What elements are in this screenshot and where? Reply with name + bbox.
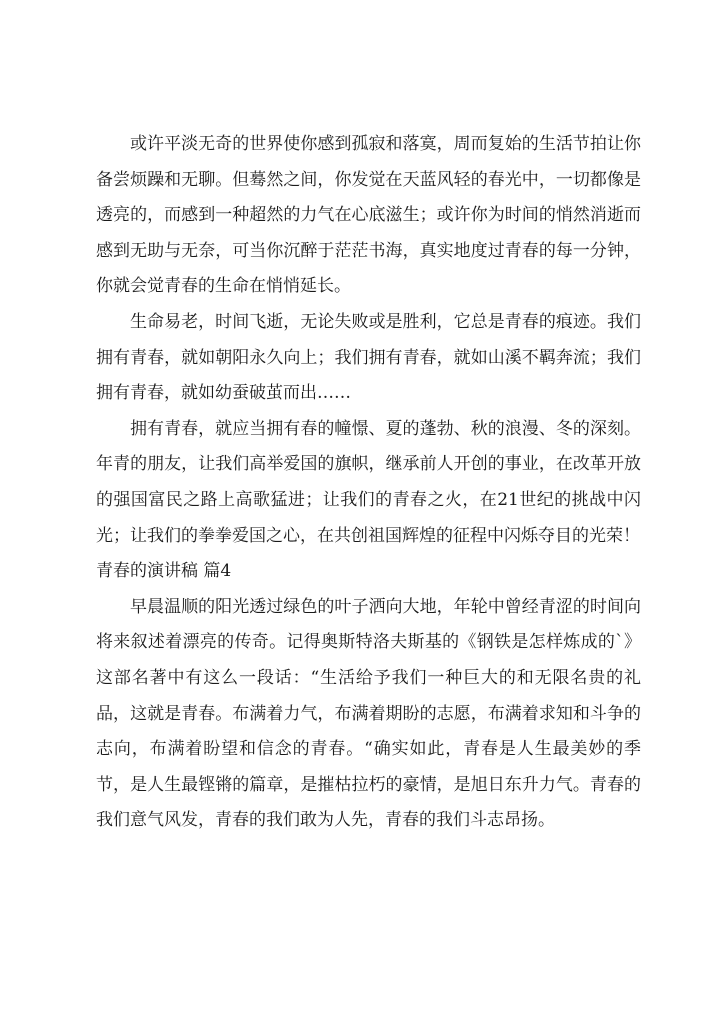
paragraph: 生命易老，时间飞逝，无论失败或是胜利，它总是青春的痕迹。我们拥有青春，就如朝阳永久向上；我们拥有青春，就如山溪不羁奔流；我们拥有青春，就如幼蚕破茧而出…… (96, 311, 641, 404)
paragraph: 拥有青春，就应当拥有春的幢憬、夏的蓬勃、秋的浪漫、冬的深刻。年青的朋友，让我们高举爱国的旗帜，继承前人开创的事业，在改革开放的强国富民之路上高歌猛进；让我们的青春之火，在21世纪的挑战中闪光；让我们的拳拳爱国之心，在共创祖国辉煌的征程中闪烁夺目的光荣！ (96, 418, 641, 546)
paragraph: 早晨温顺的阳光透过绿色的叶子洒向大地，年轮中曾经青涩的时间向将来叙述着漂亮的传奇。记得奥斯特洛夫斯基的《钢铁是怎样炼成的`》这部名著中有这么一段话：“生活给予我们一种巨大的和无限名贵的礼品，这就是青春。布满着力气，布满着期盼的志愿，布满着求知和斗争的志向，布满着盼望和信念的青春。“确实如此，青春是人生最美妙的季节，是人生最铿锵的篇章，是摧枯拉朽的豪情，是旭日东升力气。青春的我们意气风发，青春的我们敢为人先，青春的我们斗志昂扬。 (96, 596, 641, 831)
document-body (96, 127, 641, 839)
paragraph: 或许平淡无奇的世界使你感到孤寂和落寞，周而复始的生活节拍让你备尝烦躁和无聊。但蓦然之间，你发觉在天蓝风轻的春光中，一切都像是透亮的，而感到一种超然的力气在心底滋生；或许你为时间的悄然消逝而感到无助与无奈，可当你沉醉于茫茫书海，真实地度过青春的每一分钟，你就会觉青春的生命在悄悄延长。 (96, 134, 641, 297)
section-heading: 青春的演讲稿 篇4 (96, 561, 232, 582)
